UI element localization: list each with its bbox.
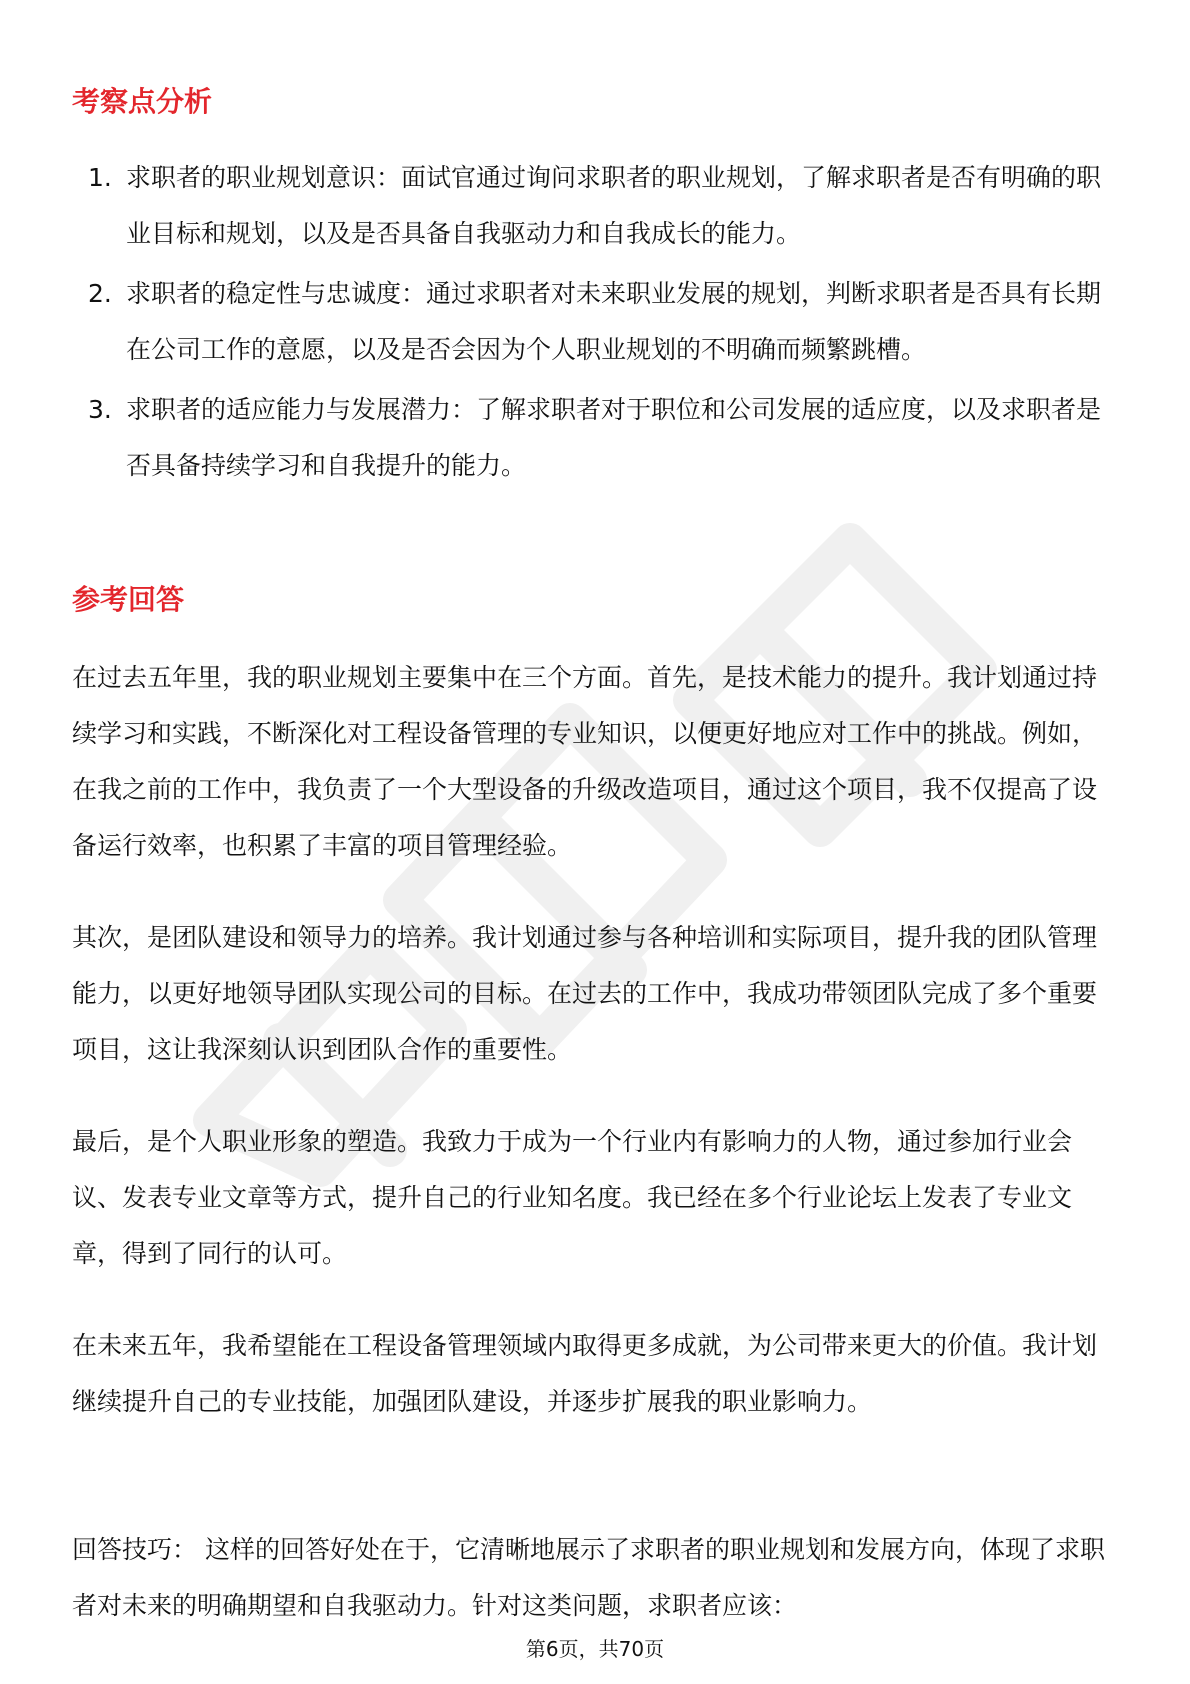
list-item-text: 求职者的稳定性与忠诚度：通过求职者对未来职业发展的规划，判断求职者是否具有长期在公司工作的意愿，以及是否会因为个人职业规划的不明确而频繁跳槽。 bbox=[126, 279, 1102, 364]
list-item bbox=[80, 266, 1120, 378]
analysis-list bbox=[80, 150, 1120, 498]
list-item-text: 求职者的适应能力与发展潜力：了解求职者对于职位和公司发展的适应度，以及求职者是否具备持续学习和自我提升的能力。 bbox=[126, 395, 1102, 480]
list-item-number: 1. bbox=[88, 163, 112, 192]
answer-paragraph: 最后，是个人职业形象的塑造。我致力于成为一个行业内有影响力的人物，通过参加行业会议、发表专业文章等方式，提升自己的行业知名度。我已经在多个行业论坛上发表了专业文章，得到了同行的认可。 bbox=[72, 1127, 1073, 1268]
answer-paragraph: 在过去五年里，我的职业规划主要集中在三个方面。首先，是技术能力的提升。我计划通过持续学习和实践，不断深化对工程设备管理的专业知识，以便更好地应对工作中的挑战。例如，在我之前的工作中，我负责了一个大型设备的升级改造项目，通过这个项目，我不仅提高了设备运行效率，也积累了丰富的项目管理经验。 bbox=[72, 663, 1098, 860]
list-item-number: 3. bbox=[88, 395, 112, 424]
list-item bbox=[80, 150, 1120, 262]
list-item-number: 2. bbox=[88, 279, 112, 308]
list-item-text: 求职者的职业规划意识：面试官通过询问求职者的职业规划，了解求职者是否有明确的职业目标和规划，以及是否具备自我驱动力和自我成长的能力。 bbox=[126, 163, 1102, 248]
answer-paragraph: 其次，是团队建设和领导力的培养。我计划通过参与各种培训和实际项目，提升我的团队管理能力，以更好地领导团队实现公司的目标。在过去的工作中，我成功带领团队完成了多个重要项目，这让我深刻认识到团队合作的重要性。 bbox=[72, 923, 1098, 1064]
page-footer: 第6页，共70页 bbox=[525, 1637, 665, 1661]
section-title-answer: 参考回答 bbox=[72, 583, 185, 616]
section-title-analysis: 考察点分析 bbox=[72, 85, 213, 118]
answer-tips-paragraph: 回答技巧： 这样的回答好处在于，它清晰地展示了求职者的职业规划和发展方向，体现了求职者对未来的明确期望和自我驱动力。针对这类问题，求职者应该： bbox=[72, 1535, 1105, 1620]
answer-paragraph: 在未来五年，我希望能在工程设备管理领域内取得更多成就，为公司带来更大的价值。我计划继续提升自己的专业技能，加强团队建设，并逐步扩展我的职业影响力。 bbox=[72, 1331, 1098, 1416]
list-item bbox=[80, 382, 1120, 494]
